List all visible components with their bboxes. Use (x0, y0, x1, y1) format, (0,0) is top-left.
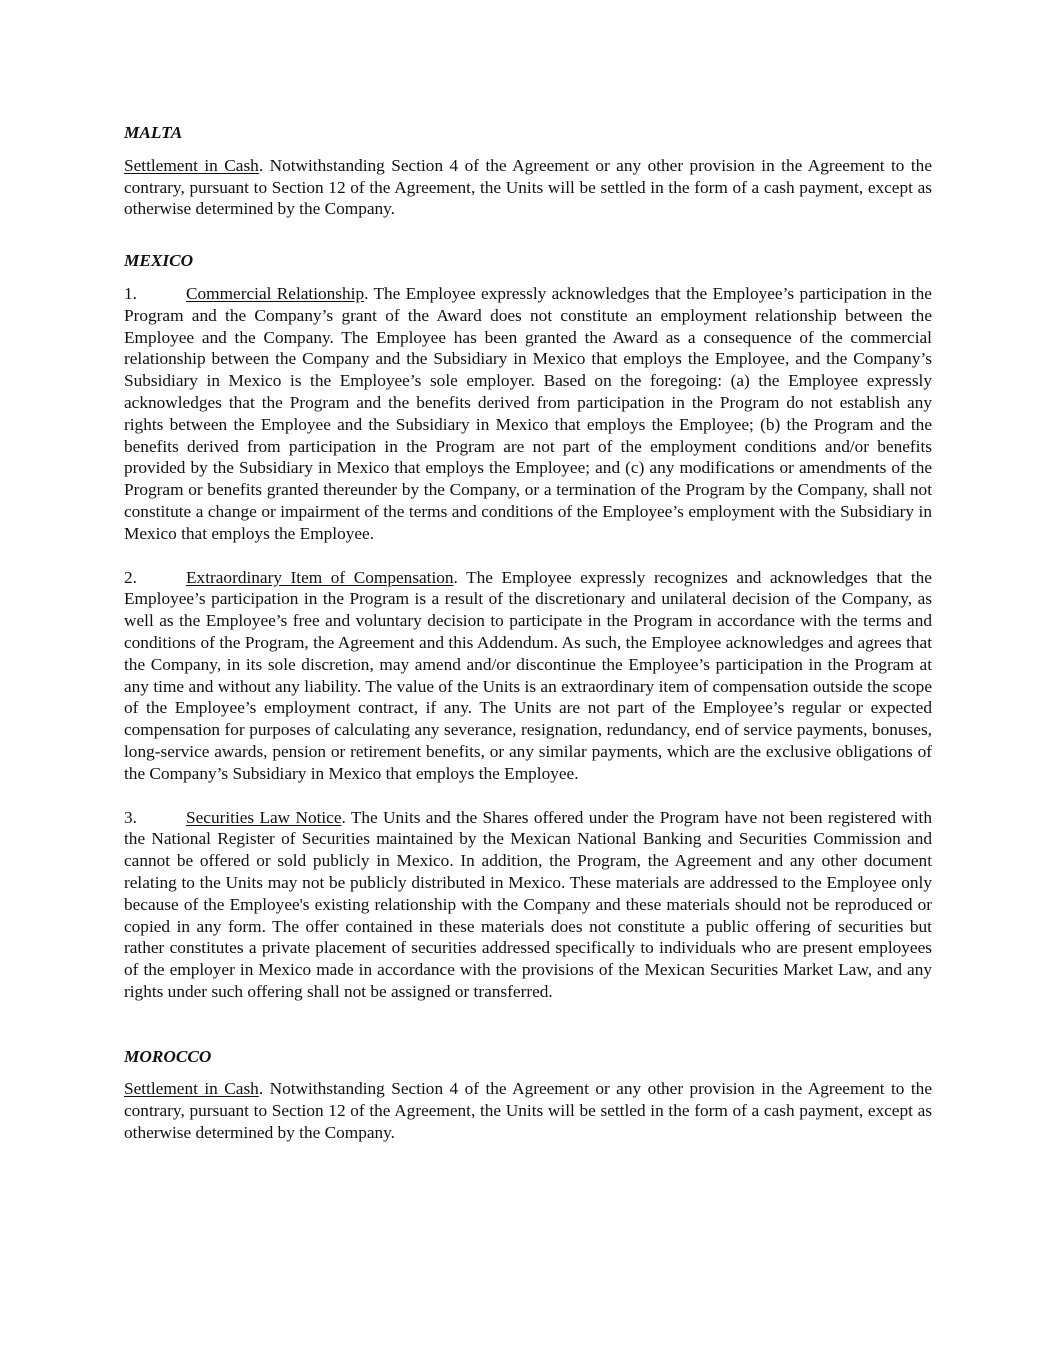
mexico-item-3 (124, 807, 932, 1003)
mexico-item-2-number: 2. (124, 567, 137, 587)
morocco-paragraph-text: . Notwithstanding Section 4 of the Agreement or any other provision in the Agreement to the contrary, pursuant to Section 12 of the Agreement, the Units will be settled in the form of a cash payment, except as otherwise determined by the Company. (124, 1079, 932, 1143)
mexico-item-1 (124, 283, 932, 545)
mexico-item-1-text: . The Employee expressly acknowledges that the Employee’s participation in the Program and the Company’s grant of the Award does not constitute an employment relationship between the Employee and the Company. The Employee has been granted the Award as a consequence of the commercial relationship between the Company and the Subsidiary in Mexico that employs the Employee, and the Company’s Subsidiary in Mexico is the Employee’s sole employer. Based on the foregoing: (a) the Employee expressly acknowledges that the Program and the benefits derived from participation in the Program do not establish any rights between the Employee and the Subsidiary in Mexico that employs the Employee; (b) the Program and the benefits derived from participation in the Program are not part of the employment conditions and/or benefits provided by the Subsidiary in Mexico that employs the Employee; and (c) any modifications or amendments of the Program or benefits granted thereunder by the Company, or a termination of the Program by the Company, shall not constitute a change or impairment of the terms and conditions of the Employee’s employment with the Subsidiary in Mexico that employs the Employee. (124, 283, 932, 543)
mexico-heading: MEXICO (124, 251, 194, 271)
malta-paragraph (124, 155, 932, 220)
malta-paragraph-title: Settlement in Cash (124, 155, 259, 175)
mexico-item-1-title: Commercial Relationship (186, 283, 365, 303)
mexico-item-3-number: 3. (124, 807, 137, 827)
mexico-item-3-text: . The Units and the Shares offered under the Program have not been registered with the National Register of Securities maintained by the Mexican National Banking and Securities Commission and cannot be offered or sold publicly in Mexico. In addition, the Program, the Agreement and any other document relating to the Units may not be publicly distributed in Mexico. These materials are addressed to the Employee only because of the Employee's existing relationship with the Company and these materials should not be reproduced or copied in any form. The offer contained in these materials does not constitute a public offering of securities but rather constitutes a private placement of securities addressed specifically to individuals who are present employees of the employer in Mexico made in accordance with the provisions of the Mexican Securities Market Law, and any rights under such offering shall not be assigned or transferred. (124, 807, 932, 1001)
mexico-item-3-title: Securities Law Notice (186, 807, 342, 827)
mexico-item-2-text: . The Employee expressly recognizes and acknowledges that the Employee’s participation in the Program is a result of the discretionary and unilateral decision of the Company, as well as the Employee’s free and voluntary decision to participate in the Program in accordance with the terms and conditions of the Program, the Agreement and this Addendum. As such, the Employee acknowledges and agrees that the Company, in its sole discretion, may amend and/or discontinue the Employee’s participation in the Program at any time and without any liability. The value of the Units is an extraordinary item of compensation outside the scope of the Employee’s employment contract, if any. The Units are not part of the Employee’s regular or expected compensation for purposes of calculating any severance, resignation, redundancy, end of service payments, bonuses, long-service awards, pension or retirement benefits, or any similar payments, which are the exclusive obligations of the Company’s Subsidiary in Mexico that employs the Employee. (124, 567, 932, 783)
mexico-item-2-title: Extraordinary Item of Compensation (186, 567, 454, 587)
malta-heading: MALTA (124, 123, 183, 142)
mexico-item-1-number: 1. (124, 283, 137, 303)
malta-paragraph-text: . Notwithstanding Section 4 of the Agreement or any other provision in the Agreement to the contrary, pursuant to Section 12 of the Agreement, the Units will be settled in the form of a cash payment, except as otherwise determined by the Company. (124, 155, 932, 219)
morocco-heading: MOROCCO (124, 1046, 212, 1066)
mexico-item-2 (124, 567, 932, 785)
morocco-paragraph (124, 1078, 932, 1143)
morocco-paragraph-title: Settlement in Cash (124, 1079, 259, 1099)
document-page (124, 122, 932, 1144)
